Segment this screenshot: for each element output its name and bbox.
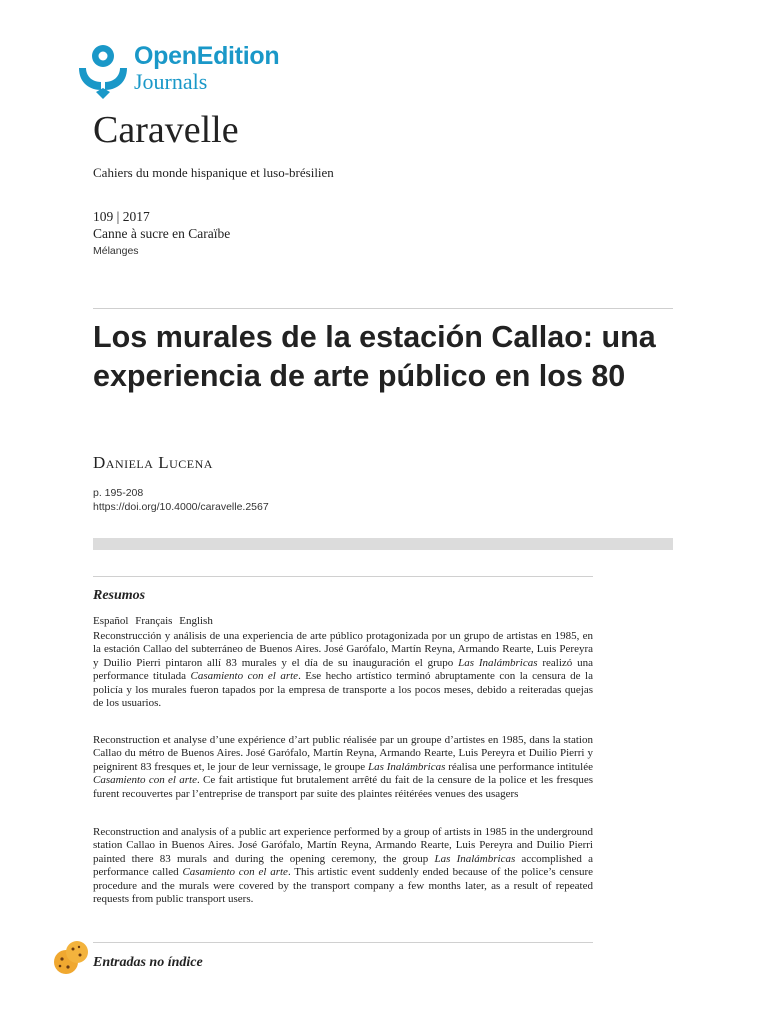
- logo-brand: OpenEdition: [134, 42, 280, 70]
- article-title: Los murales de la estación Callao: una experiencia de arte público en los 80: [93, 320, 656, 393]
- article-author[interactable]: [93, 453, 213, 473]
- abstract-text: Reconstruction and analysis of a public art experience performed by a group of artists in 1985 in the underground station Callao in Buenos Aires. José Garófalo, Martín Reyna, Armando Rearte, Luis Pereyra and Duilio Pierri painted there 83 murals and during the opening ceremony, the group: [93, 826, 593, 865]
- abstract-text: réalisa une performance intitulée: [445, 760, 593, 773]
- abstract-emphasis: Casamiento con el arte: [190, 670, 299, 683]
- page-range: p. 195-208: [93, 487, 144, 499]
- abstract-text: . Ce fait artistique fut brutalement arrêté du fait de la censure de la police et les fresques furent recouvertes par l’entreprise de transport par suite des plaintes réitérées venues des usagers: [93, 774, 593, 800]
- cookie-icon[interactable]: [52, 940, 92, 983]
- issue-number[interactable]: 109 | 2017: [93, 209, 150, 224]
- author-first-name: Daniela: [93, 453, 154, 472]
- abstract-emphasis: Casamiento con el arte: [93, 774, 197, 787]
- abstract-text: . Ese hecho artístico terminó abruptamente con la censura de la policía y los murales fueron tapados por la empresa de transporte a los pocos meses, debido a reiteradas quejas de los usuarios.: [93, 670, 593, 710]
- article-meta: [93, 486, 269, 514]
- lang-fr-link[interactable]: Français: [135, 615, 173, 627]
- abstract-text: Reconstruction et analyse d’une expérience d’art public réalisée par un groupe d’artistes en 1985, dans la station Callao du métro de Buenos Aires. José Garófalo, Martín Reyna, Armando Rearte, Luis Pereyra et Duilio Pierri y peignirent 83 fresques et, le jour de leur vernissage, le groupe: [93, 734, 593, 773]
- abstract-text: realizó una performance titulada: [93, 656, 593, 683]
- openedition-flower-icon: [76, 42, 130, 100]
- logo-subtitle: Journals: [134, 69, 208, 94]
- abstract-text: accomplished a performance called: [93, 852, 593, 879]
- abstract-es: [93, 630, 593, 710]
- lang-es-link[interactable]: Español: [93, 615, 129, 627]
- separator-bar: [93, 538, 673, 550]
- abstract-emphasis: Las Inalámbricas: [368, 760, 446, 773]
- abstract-en: [93, 826, 593, 906]
- journal-subtitle: Cahiers du monde hispanique et luso-brésilien: [93, 165, 334, 180]
- divider: [93, 308, 673, 309]
- doi-link[interactable]: https://doi.org/10.4000/caravelle.2567: [93, 501, 269, 513]
- abstract-emphasis: Las Inalámbricas: [458, 656, 538, 669]
- entradas-no-indice-heading: Entradas no índice: [93, 955, 203, 970]
- issue-section: Mélanges: [93, 245, 139, 257]
- lang-en-link[interactable]: English: [179, 615, 213, 627]
- abstract-text: . This artistic event suddenly ended because of the police’s censure procedure and the murals were covered by the transport company a few months later, as a result of repeated requests from public transport users.: [93, 866, 593, 906]
- issue-info: [93, 208, 230, 242]
- journal-title[interactable]: Caravelle: [93, 109, 239, 151]
- abstract-fr: [93, 734, 593, 801]
- abstract-emphasis: Casamiento con el arte: [182, 866, 288, 879]
- issue-title[interactable]: Canne à sucre en Caraïbe: [93, 226, 231, 241]
- abstract-emphasis: Las Inalámbricas: [434, 852, 516, 865]
- openedition-logo[interactable]: [76, 42, 316, 102]
- language-switcher: [93, 615, 217, 627]
- abstract-text: Reconstrucción y análisis de una experiencia de arte público protagonizada por un grupo de artistas en 1985, en la estación Callao del subterráneo de Buenos Aires. José Garófalo, Martín Reyna, Armando Rearte, Luis Pereyra y Duilio Pierri pintaron allí 83 murales y el día de su inauguración el grupo: [93, 630, 593, 669]
- divider: [93, 942, 593, 943]
- divider: [93, 576, 593, 577]
- resumos-heading: Resumos: [93, 588, 146, 603]
- author-last-name: Lucena: [158, 453, 213, 472]
